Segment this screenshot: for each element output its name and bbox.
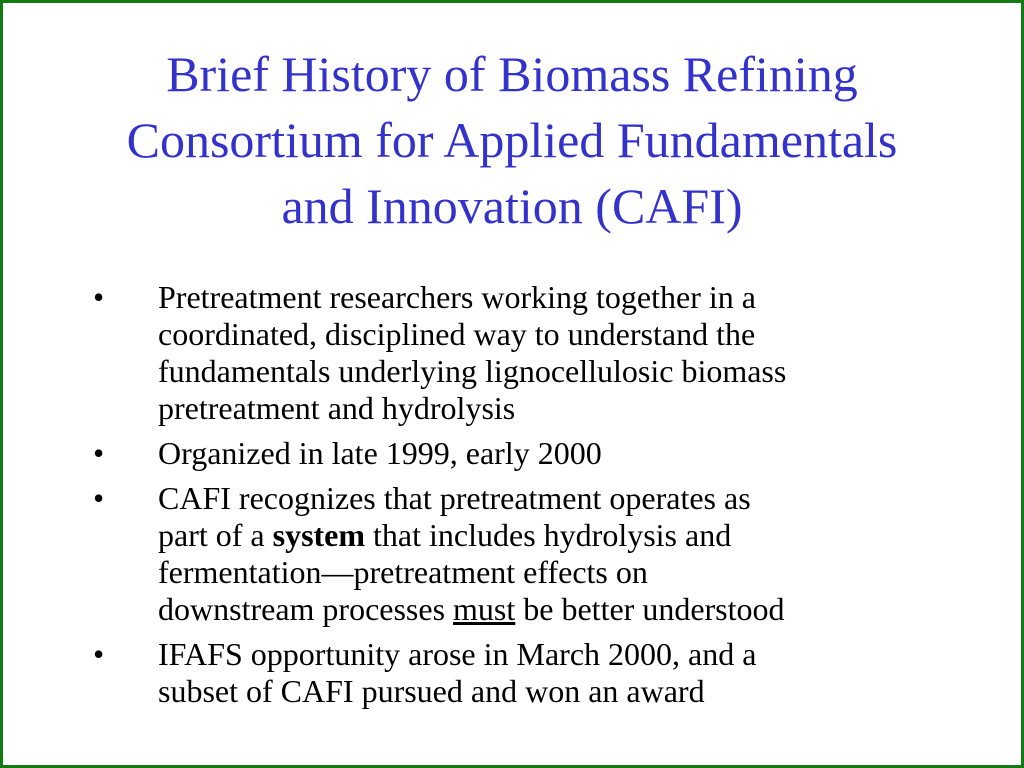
bullet-text-line: Pretreatment researchers working together in a [158,279,756,315]
bullet-text-line [158,591,1024,628]
bullet-marker: • [93,480,105,516]
bullet-item [3,279,1024,427]
title-line: Consortium for Applied Fundamentals [126,112,898,168]
bullet-text-line: pretreatment and hydrolysis [158,390,516,426]
emphasis-bold-system: system [272,517,366,553]
text-segment: downstream processes [158,591,454,627]
slide-title [43,41,981,239]
bullet-text-line: fermentation—pretreatment effects on [158,554,648,590]
text-segment: part of a [158,517,273,553]
title-line: Brief History of Biomass Refining [166,46,858,102]
bullet-item [3,480,1024,628]
bullet-text-line: fundamentals underlying lignocellulosic biomass [158,353,787,389]
title-line: and Innovation (CAFI) [281,178,743,234]
bullet-marker: • [93,279,105,315]
bullet-text-line: subset of CAFI pursued and won an award [158,673,705,709]
bullet-marker: • [93,636,105,672]
bullet-marker: • [93,435,105,471]
bullet-text-line: Organized in late 1999, early 2000 [158,435,602,471]
bullet-text-line: coordinated, disciplined way to understand the [158,316,756,352]
text-segment: that includes hydrolysis and [365,517,732,553]
bullet-text-line: CAFI recognizes that pretreatment operates as [158,480,751,516]
bullet-text-line [158,517,1024,554]
bullet-list [3,279,1024,718]
text-segment: be better understood [515,591,785,627]
bullet-item [3,636,1024,710]
emphasis-underline-must: must [453,591,516,627]
bullet-item [3,435,1024,472]
bullet-text-line: IFAFS opportunity arose in March 2000, and a [158,636,757,672]
